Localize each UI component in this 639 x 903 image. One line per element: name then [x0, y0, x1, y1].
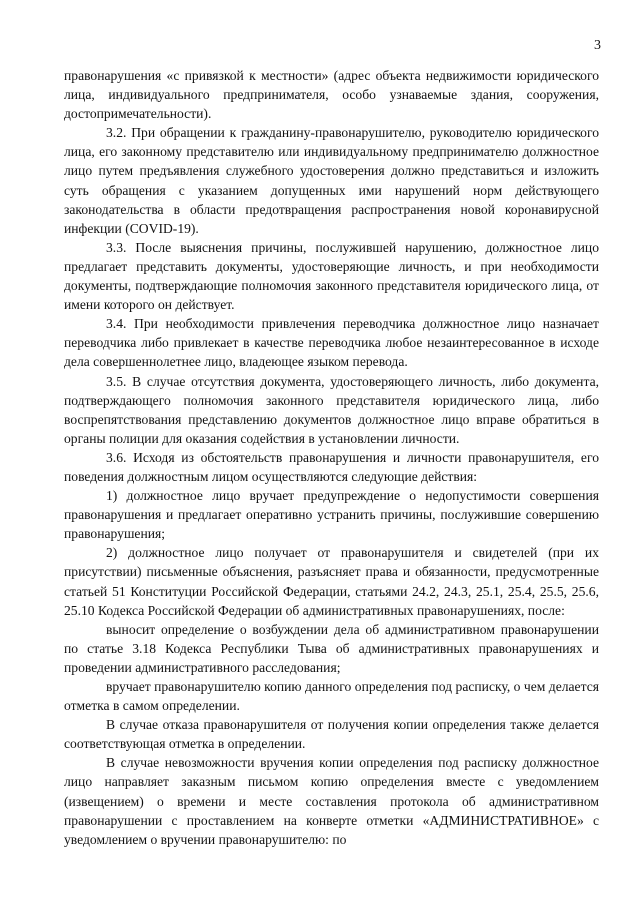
paragraph-hands-copy: вручает правонарушителю копию данного определения под расписку, о чем делается отметка в самом определении.	[64, 679, 599, 714]
paragraph-address-continuation: правонарушения «с привязкой к местности» (адрес объекта недвижимости юридического лица, индивидуального предпринимателя, особо узнаваемые здания, сооружения, достопримечательности).	[64, 68, 599, 122]
list-item-1: 1) должностное лицо вручает предупреждение о недопустимости совершения правонарушения и предлагает оперативно устранить причины, послужившие совершению правонарушения;	[64, 488, 599, 542]
paragraph-refusal: В случае отказа правонарушителя от получения копии определения также делается соответствующая отметка в определении.	[64, 717, 599, 752]
paragraph-3-3: 3.3. После выяснения причины, послужившей нарушению, должностное лицо предлагает представить документы, удостоверяющие личность, и при необходимости документы, подтверждающие полномочия законного представителя юридического лица, от имени которого он действует.	[64, 239, 599, 313]
page-number: 3	[594, 38, 601, 53]
paragraph-3-4: 3.4. При необходимости привлечения переводчика должностное лицо назначает переводчика либо привлекает в качестве переводчика любое незаинтересованное в исходе дела совершеннолетнее лицо, владеющее языком перевода.	[64, 316, 599, 370]
paragraph-3-5: 3.5. В случае отсутствия документа, удостоверяющего личность, либо документа, подтверждающего полномочия законного представителя юридического лица, либо воспрепятствования представлению документов должностное лицо вправе обратиться в органы полиции для оказания содействия в установлении личности.	[64, 373, 599, 446]
paragraph-issues-determination: выносит определение о возбуждении дела об административном правонарушении по статье 3.18 Кодекса Республики Тыва об административных правонарушениях и проведении административного расследования;	[64, 621, 599, 675]
paragraph-impossibility: В случае невозможности вручения копии определения под расписку должностное лицо направляет заказным письмом копию определения вместе с уведомлением (извещением) о времени и месте составления протокола об административном правонарушении с проставлением на конверте отметки «АДМИНИСТРАТИВНОЕ» с уведомлением о вручении правонарушителю: по	[64, 755, 599, 847]
document-body	[64, 66, 599, 849]
paragraph-3-6: 3.6. Исходя из обстоятельств правонарушения и личности правонарушителя, его поведения должностным лицом осуществляются следующие действия:	[64, 449, 599, 484]
list-item-2: 2) должностное лицо получает от правонарушителя и свидетелей (при их присутствии) письменные объяснения, разъясняет права и обязанности, предусмотренные статьей 51 Конституции Российской Федерации, статьями 24.2, 24.3, 25.1, 25.4, 25.5, 25.6, 25.10 Кодекса Российской Федерации об административных правонарушениях, после:	[64, 545, 599, 618]
paragraph-3-2: 3.2. При обращении к гражданину-правонарушителю, руководителю юридического лица, его законному представителю или индивидуальному предпринимателю должностное лицо путем предъявления служебного удостоверения должно представиться и изложить суть обращения с указанием допущенных ими нарушений норм действующего законодательства в области предотвращения распространения новой коронавирусной инфекции (COVID-19).	[64, 125, 599, 236]
